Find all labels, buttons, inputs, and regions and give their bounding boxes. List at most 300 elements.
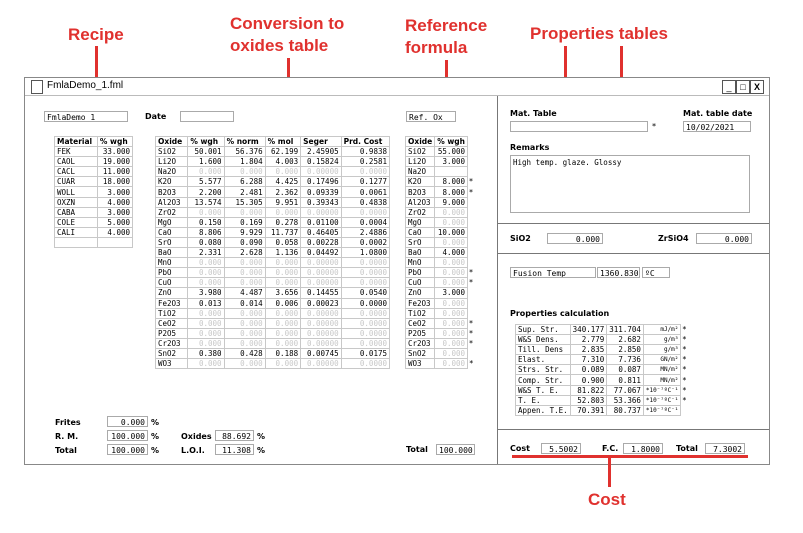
conversion-annotation-line2: oxides table bbox=[230, 36, 329, 55]
oxide-value-cell: 0.0000 bbox=[341, 298, 389, 308]
table-row[interactable] bbox=[406, 328, 475, 338]
oxide-name-cell: BaO bbox=[156, 248, 188, 258]
reference-oxide-cell: Fe2O3 bbox=[406, 298, 435, 308]
divider-1 bbox=[497, 223, 769, 224]
table-row bbox=[156, 308, 390, 318]
oxides-header-norm: % norm bbox=[224, 137, 265, 147]
oxide-value-cell: 0.00745 bbox=[301, 348, 341, 358]
reference-flag-cell[interactable]: * bbox=[469, 359, 474, 369]
reference-wgh-cell[interactable]: 3.000 bbox=[435, 288, 468, 298]
cost-total-field[interactable]: 7.3002 bbox=[705, 443, 745, 454]
divider-3 bbox=[497, 429, 769, 430]
reference-flag-cell[interactable] bbox=[468, 237, 475, 247]
rm-pct: % bbox=[151, 432, 160, 441]
reference-wgh-cell[interactable]: 8.000 bbox=[435, 177, 468, 187]
oxide-name-cell: SnO2 bbox=[156, 348, 188, 358]
oxide-value-cell: 0.2581 bbox=[341, 157, 389, 167]
reference-wgh-cell[interactable]: 0.000 bbox=[435, 328, 468, 338]
table-row[interactable] bbox=[55, 187, 133, 197]
property-flag-cell[interactable] bbox=[681, 405, 688, 415]
table-row[interactable] bbox=[406, 359, 475, 369]
reference-wgh-cell[interactable]: 0.000 bbox=[435, 278, 468, 288]
property-flag-cell[interactable]: * bbox=[682, 335, 687, 345]
maximize-button[interactable]: □ bbox=[736, 80, 750, 94]
table-row[interactable] bbox=[55, 227, 133, 237]
oxide-value-cell: 13.574 bbox=[188, 197, 224, 207]
oxide-value-cell: 4.425 bbox=[265, 177, 300, 187]
oxide-name-cell: SrO bbox=[156, 237, 188, 247]
sio2-field[interactable]: 0.000 bbox=[547, 233, 603, 244]
reference-wgh-cell[interactable]: 0.000 bbox=[435, 348, 468, 358]
oxide-value-cell: 0.000 bbox=[188, 207, 224, 217]
reference-flag-cell[interactable]: * bbox=[468, 278, 474, 288]
recipe-name-field[interactable]: FmlaDemo_1 bbox=[44, 111, 128, 122]
title-bar bbox=[25, 78, 769, 96]
table-row bbox=[156, 268, 390, 278]
reference-flag-cell[interactable] bbox=[468, 197, 475, 207]
table-row bbox=[156, 157, 390, 167]
oxide-name-cell: Cr2O3 bbox=[156, 338, 188, 348]
reference-wgh-cell[interactable] bbox=[435, 167, 468, 177]
zrsio4-field[interactable]: 0.000 bbox=[696, 233, 752, 244]
recipe-wgh-cell[interactable]: 4.000 bbox=[97, 197, 132, 207]
recipe-material-cell[interactable]: CALI bbox=[55, 227, 98, 237]
oxides-total-field[interactable]: 88.692 bbox=[215, 430, 254, 441]
reference-flag-cell[interactable] bbox=[468, 227, 475, 237]
recipe-wgh-cell[interactable] bbox=[97, 237, 132, 247]
mat-table-star[interactable]: * bbox=[651, 122, 657, 131]
property-value-cell: 0.811 bbox=[607, 375, 644, 385]
property-value-cell: 77.067 bbox=[607, 385, 644, 395]
reference-flag-cell[interactable] bbox=[468, 298, 475, 308]
cost-total-label: Total bbox=[676, 444, 698, 453]
oxide-value-cell: 0.0000 bbox=[341, 258, 389, 268]
reference-wgh-cell[interactable]: 9.000 bbox=[435, 197, 468, 207]
oxide-value-cell: 0.1277 bbox=[341, 177, 389, 187]
reference-flag-cell[interactable]: * bbox=[468, 318, 474, 328]
cost-bracket bbox=[512, 455, 748, 458]
loi-field[interactable]: 11.308 bbox=[215, 444, 254, 455]
fc-label: F.C. bbox=[602, 444, 619, 453]
table-row[interactable] bbox=[55, 217, 133, 227]
table-row bbox=[156, 227, 390, 237]
reference-wgh-cell[interactable]: 0.000 bbox=[435, 207, 468, 217]
recipe-wgh-cell[interactable]: 4.000 bbox=[97, 227, 132, 237]
table-row[interactable] bbox=[406, 167, 475, 177]
oxide-value-cell: 0.150 bbox=[188, 217, 224, 227]
table-row[interactable] bbox=[55, 237, 133, 247]
reference-wgh-cell[interactable]: 0.000 bbox=[435, 338, 468, 348]
oxide-value-cell: 0.058 bbox=[265, 237, 300, 247]
reference-annotation-line1: Reference bbox=[405, 16, 488, 35]
reference-flag-cell[interactable] bbox=[468, 248, 475, 258]
cost-arrow bbox=[608, 455, 611, 487]
table-row[interactable] bbox=[55, 197, 133, 207]
oxide-value-cell: 0.00000 bbox=[301, 338, 341, 348]
reference-flag-cell[interactable] bbox=[468, 147, 475, 157]
reference-annotation-line2: formula bbox=[405, 38, 468, 57]
app-window bbox=[24, 77, 770, 465]
recipe-material-cell[interactable]: FEK bbox=[55, 147, 98, 157]
fusion-temp-unit: ºC bbox=[642, 267, 670, 278]
cost-annotation: Cost bbox=[588, 490, 626, 509]
oxide-name-cell: MnO bbox=[156, 258, 188, 268]
oxide-value-cell: 2.362 bbox=[265, 187, 300, 197]
table-row[interactable] bbox=[55, 147, 133, 157]
property-unit-cell: *10⁻⁷ºC⁻¹ bbox=[643, 385, 681, 395]
reference-wgh-cell[interactable]: 0.000 bbox=[435, 237, 468, 247]
oxide-name-cell: Fe2O3 bbox=[156, 298, 188, 308]
table-row[interactable] bbox=[406, 217, 475, 227]
remarks-field[interactable]: High temp. glaze. Glossy bbox=[510, 155, 750, 213]
table-row[interactable] bbox=[406, 308, 475, 318]
reference-oxide-cell: MgO bbox=[406, 217, 435, 227]
property-flag-cell[interactable]: * bbox=[682, 375, 687, 385]
oxide-value-cell: 0.000 bbox=[265, 328, 300, 338]
table-row[interactable] bbox=[406, 207, 475, 217]
reference-flag-cell[interactable]: * bbox=[468, 177, 474, 187]
reference-oxide-cell: ZnO bbox=[406, 288, 435, 298]
oxide-value-cell: 0.00000 bbox=[301, 167, 341, 177]
property-flag-cell[interactable]: * bbox=[682, 345, 687, 355]
table-row bbox=[156, 278, 390, 288]
oxide-value-cell: 50.001 bbox=[188, 147, 224, 157]
property-flag-cell[interactable]: * bbox=[682, 365, 687, 375]
table-row[interactable] bbox=[406, 298, 475, 308]
zrsio4-label: ZrSiO4 bbox=[658, 234, 689, 243]
oxide-name-cell: Na2O bbox=[156, 167, 188, 177]
oxide-value-cell: 2.331 bbox=[188, 248, 224, 258]
reference-flag-cell[interactable] bbox=[468, 207, 475, 217]
conversion-annotation-line1: Conversion to bbox=[230, 14, 345, 33]
mat-table-date-field[interactable]: 10/02/2021 bbox=[683, 121, 751, 132]
property-name-cell: Elast. bbox=[516, 355, 571, 365]
recipe-header-material: Material bbox=[55, 137, 98, 147]
oxide-value-cell: 0.000 bbox=[265, 207, 300, 217]
reference-wgh-cell[interactable]: 4.000 bbox=[435, 248, 468, 258]
property-value-cell: 81.822 bbox=[570, 385, 607, 395]
oxide-value-cell: 9.951 bbox=[265, 197, 300, 207]
oxide-value-cell: 0.17496 bbox=[301, 177, 341, 187]
table-row[interactable] bbox=[406, 237, 475, 247]
oxides-header-oxide: Oxide bbox=[156, 137, 188, 147]
properties-title: Properties calculation bbox=[510, 309, 610, 318]
table-row[interactable] bbox=[55, 207, 133, 217]
recipe-material-cell[interactable] bbox=[55, 237, 98, 247]
property-value-cell: 80.737 bbox=[607, 405, 644, 415]
oxide-name-cell: CaO bbox=[156, 227, 188, 237]
oxide-value-cell: 0.000 bbox=[265, 258, 300, 268]
oxide-value-cell: 2.200 bbox=[188, 187, 224, 197]
oxide-value-cell: 56.376 bbox=[224, 147, 265, 157]
property-unit-cell: MN/m² bbox=[643, 375, 681, 385]
oxide-value-cell: 0.00000 bbox=[301, 308, 341, 318]
table-row[interactable] bbox=[406, 197, 475, 207]
frites-field[interactable]: 0.000 bbox=[107, 416, 148, 427]
table-row bbox=[516, 375, 688, 385]
table-row[interactable] bbox=[55, 157, 133, 167]
table-row bbox=[156, 318, 390, 328]
table-row bbox=[156, 187, 390, 197]
table-row[interactable] bbox=[406, 248, 475, 258]
oxide-value-cell: 5.577 bbox=[188, 177, 224, 187]
oxide-value-cell: 0.00000 bbox=[301, 258, 341, 268]
reference-wgh-cell[interactable]: 0.000 bbox=[435, 217, 468, 227]
table-row bbox=[156, 167, 390, 177]
oxide-name-cell: CuO bbox=[156, 278, 188, 288]
minimize-button[interactable]: _ bbox=[722, 80, 736, 94]
oxide-value-cell: 0.09339 bbox=[301, 187, 341, 197]
recipe-wgh-cell[interactable]: 11.000 bbox=[97, 167, 132, 177]
reference-flag-cell[interactable] bbox=[468, 167, 475, 177]
oxide-name-cell: ZrO2 bbox=[156, 207, 188, 217]
reference-oxide-cell: PbO bbox=[406, 268, 435, 278]
oxide-value-cell: 11.737 bbox=[265, 227, 300, 237]
window-title: FmlaDemo_1.fml bbox=[47, 80, 124, 91]
reference-wgh-cell[interactable]: 8.000 bbox=[435, 187, 468, 197]
table-row[interactable] bbox=[406, 318, 475, 328]
recipe-wgh-cell[interactable]: 33.000 bbox=[97, 147, 132, 157]
table-row[interactable] bbox=[406, 177, 475, 187]
table-row bbox=[156, 177, 390, 187]
recipe-material-cell[interactable]: CUAR bbox=[55, 177, 98, 187]
cost-label: Cost bbox=[510, 444, 530, 453]
reference-wgh-cell[interactable]: 55.000 bbox=[435, 147, 468, 157]
total-field[interactable]: 100.000 bbox=[107, 444, 148, 455]
reference-wgh-cell[interactable]: 0.000 bbox=[435, 258, 468, 268]
oxide-value-cell: 0.01100 bbox=[301, 217, 341, 227]
reference-flag-cell[interactable]: * bbox=[468, 268, 474, 278]
reference-flag-cell[interactable] bbox=[468, 157, 475, 167]
oxide-value-cell: 0.014 bbox=[224, 298, 265, 308]
recipe-material-cell[interactable]: CAOL bbox=[55, 157, 98, 167]
table-row bbox=[516, 395, 688, 405]
property-flag-cell[interactable]: * bbox=[682, 395, 687, 405]
table-row bbox=[516, 355, 688, 365]
reference-flag-cell[interactable] bbox=[468, 308, 475, 318]
oxide-value-cell: 0.000 bbox=[224, 338, 265, 348]
reference-flag-cell[interactable] bbox=[468, 288, 475, 298]
property-name-cell: W&S T. E. bbox=[516, 385, 571, 395]
reference-flag-cell[interactable] bbox=[468, 217, 475, 227]
oxide-value-cell: 0.000 bbox=[188, 258, 224, 268]
oxide-value-cell: 2.45905 bbox=[301, 147, 341, 157]
oxide-value-cell: 0.0000 bbox=[341, 308, 389, 318]
table-row[interactable] bbox=[406, 278, 475, 288]
property-value-cell: 0.900 bbox=[570, 375, 607, 385]
recipe-annotation: Recipe bbox=[68, 25, 124, 44]
oxide-value-cell: 0.080 bbox=[188, 237, 224, 247]
reference-wgh-cell[interactable]: 3.000 bbox=[435, 157, 468, 167]
mat-table-date-label: Mat. table date bbox=[683, 109, 753, 118]
property-unit-cell: MN/m² bbox=[643, 365, 681, 375]
mat-table-field[interactable] bbox=[510, 121, 648, 132]
property-value-cell: 0.087 bbox=[607, 365, 644, 375]
oxides-table bbox=[155, 136, 390, 369]
right-panel-divider bbox=[497, 96, 498, 464]
reference-wgh-cell[interactable]: 10.000 bbox=[435, 227, 468, 237]
table-row[interactable] bbox=[406, 258, 475, 268]
reference-name-field[interactable]: Ref. Ox bbox=[406, 111, 456, 122]
recipe-wgh-cell[interactable]: 19.000 bbox=[97, 157, 132, 167]
oxides-header-seger: Seger bbox=[301, 137, 341, 147]
property-flag-cell[interactable]: * bbox=[682, 325, 687, 335]
cost-field[interactable]: 5.5002 bbox=[541, 443, 581, 454]
oxide-value-cell: 0.9838 bbox=[341, 147, 389, 157]
oxide-name-cell: P2O5 bbox=[156, 328, 188, 338]
oxide-value-cell: 0.0002 bbox=[341, 237, 389, 247]
table-row bbox=[156, 348, 390, 358]
oxide-value-cell: 0.000 bbox=[265, 318, 300, 328]
property-value-cell: 7.736 bbox=[607, 355, 644, 365]
oxide-value-cell: 0.000 bbox=[224, 278, 265, 288]
oxide-value-cell: 0.00000 bbox=[301, 318, 341, 328]
property-unit-cell: GN/m² bbox=[643, 355, 681, 365]
rm-field[interactable]: 100.000 bbox=[107, 430, 148, 441]
properties-table bbox=[515, 324, 688, 416]
oxide-value-cell: 0.0000 bbox=[341, 278, 389, 288]
oxide-value-cell: 0.4838 bbox=[341, 197, 389, 207]
oxide-value-cell: 0.0000 bbox=[341, 359, 389, 369]
table-row[interactable] bbox=[406, 157, 475, 167]
recipe-material-cell[interactable]: WOLL bbox=[55, 187, 98, 197]
close-button[interactable]: X bbox=[750, 80, 764, 94]
property-unit-cell: g/m³ bbox=[643, 335, 681, 345]
oxide-value-cell: 0.04492 bbox=[301, 248, 341, 258]
oxide-value-cell: 0.000 bbox=[265, 167, 300, 177]
oxide-value-cell: 0.0000 bbox=[341, 338, 389, 348]
table-row[interactable] bbox=[55, 167, 133, 177]
recipe-wgh-cell[interactable]: 3.000 bbox=[97, 187, 132, 197]
reference-flag-cell[interactable]: * bbox=[468, 187, 474, 197]
oxide-value-cell: 2.628 bbox=[224, 248, 265, 258]
table-row bbox=[516, 385, 688, 395]
oxide-value-cell: 0.000 bbox=[265, 359, 300, 369]
recipe-material-cell[interactable]: CABA bbox=[55, 207, 98, 217]
frites-label: Frites bbox=[55, 418, 81, 427]
recipe-wgh-cell[interactable]: 18.000 bbox=[97, 177, 132, 187]
oxide-value-cell: 0.000 bbox=[188, 167, 224, 177]
oxide-name-cell: CeO2 bbox=[156, 318, 188, 328]
oxide-value-cell: 1.0800 bbox=[341, 248, 389, 258]
property-value-cell: 2.682 bbox=[607, 335, 644, 345]
table-row bbox=[156, 217, 390, 227]
reference-oxide-cell: CeO2 bbox=[406, 318, 435, 328]
property-value-cell: 0.089 bbox=[570, 365, 607, 375]
recipe-wgh-cell[interactable]: 3.000 bbox=[97, 207, 132, 217]
reference-header-wgh: % wgh bbox=[435, 137, 468, 147]
table-row[interactable] bbox=[406, 187, 475, 197]
oxide-value-cell: 0.428 bbox=[224, 348, 265, 358]
oxide-name-cell: Al2O3 bbox=[156, 197, 188, 207]
table-row[interactable] bbox=[406, 147, 475, 157]
oxide-value-cell: 2.481 bbox=[224, 187, 265, 197]
oxide-value-cell: 0.0000 bbox=[341, 268, 389, 278]
date-field[interactable] bbox=[180, 111, 234, 122]
reference-flag-cell[interactable] bbox=[468, 258, 475, 268]
oxide-value-cell: 0.380 bbox=[188, 348, 224, 358]
oxide-value-cell: 0.000 bbox=[265, 278, 300, 288]
property-unit-cell: *10⁻⁷ºC⁻¹ bbox=[643, 395, 681, 405]
oxide-value-cell: 0.0175 bbox=[341, 348, 389, 358]
property-value-cell: 311.704 bbox=[607, 325, 644, 335]
reference-wgh-cell[interactable]: 0.000 bbox=[435, 359, 468, 369]
oxide-name-cell: MgO bbox=[156, 217, 188, 227]
total-pct: % bbox=[151, 446, 160, 455]
table-row[interactable] bbox=[406, 268, 475, 278]
table-row bbox=[516, 325, 688, 335]
reference-wgh-cell[interactable]: 0.000 bbox=[435, 308, 468, 318]
table-row bbox=[516, 405, 688, 415]
reference-oxide-cell: SnO2 bbox=[406, 348, 435, 358]
total-label: Total bbox=[55, 446, 77, 455]
recipe-material-cell[interactable]: COLE bbox=[55, 217, 98, 227]
reference-total-field[interactable]: 100.000 bbox=[436, 444, 475, 455]
recipe-material-cell[interactable]: OXZN bbox=[55, 197, 98, 207]
oxide-value-cell: 0.000 bbox=[188, 308, 224, 318]
reference-flag-cell[interactable]: * bbox=[468, 338, 474, 348]
property-value-cell: 53.366 bbox=[607, 395, 644, 405]
oxide-name-cell: SiO2 bbox=[156, 147, 188, 157]
fc-field[interactable]: 1.8000 bbox=[623, 443, 663, 454]
oxide-value-cell: 2.4886 bbox=[341, 227, 389, 237]
table-row[interactable] bbox=[55, 177, 133, 187]
table-row[interactable] bbox=[406, 227, 475, 237]
oxides-header-cost: Prd. Cost bbox=[341, 137, 389, 147]
recipe-wgh-cell[interactable]: 5.000 bbox=[97, 217, 132, 227]
oxide-value-cell: 0.006 bbox=[265, 298, 300, 308]
reference-oxide-cell: BaO bbox=[406, 248, 435, 258]
table-row bbox=[156, 328, 390, 338]
oxide-name-cell: PbO bbox=[156, 268, 188, 278]
property-unit-cell: g/m³ bbox=[643, 345, 681, 355]
oxide-value-cell: 0.188 bbox=[265, 348, 300, 358]
oxide-value-cell: 6.288 bbox=[224, 177, 265, 187]
oxide-value-cell: 0.000 bbox=[224, 268, 265, 278]
oxide-value-cell: 0.0000 bbox=[341, 207, 389, 217]
reference-wgh-cell[interactable]: 0.000 bbox=[435, 268, 468, 278]
table-row[interactable] bbox=[406, 338, 475, 348]
reference-oxide-cell: WO3 bbox=[406, 359, 435, 369]
properties-annotation: Properties tables bbox=[530, 24, 668, 43]
reference-wgh-cell[interactable]: 0.000 bbox=[435, 298, 468, 308]
reference-oxide-cell: Cr2O3 bbox=[406, 338, 435, 348]
property-flag-cell[interactable]: * bbox=[682, 385, 687, 395]
document-icon bbox=[31, 80, 43, 94]
reference-oxide-cell: ZrO2 bbox=[406, 207, 435, 217]
property-name-cell: Strs. Str. bbox=[516, 365, 571, 375]
table-row[interactable] bbox=[406, 348, 475, 358]
oxide-value-cell: 0.000 bbox=[188, 278, 224, 288]
table-row[interactable] bbox=[406, 288, 475, 298]
table-row bbox=[156, 207, 390, 217]
oxide-value-cell: 8.806 bbox=[188, 227, 224, 237]
divider-2 bbox=[497, 253, 769, 254]
recipe-material-cell[interactable]: CACL bbox=[55, 167, 98, 177]
fusion-temp-field[interactable]: 1360.830 bbox=[597, 267, 640, 278]
oxide-value-cell: 0.14455 bbox=[301, 288, 341, 298]
reference-total-label: Total bbox=[406, 445, 428, 454]
reference-flag-cell[interactable] bbox=[468, 348, 475, 358]
oxide-value-cell: 0.000 bbox=[224, 207, 265, 217]
property-flag-cell[interactable]: * bbox=[682, 355, 687, 365]
oxide-value-cell: 0.0000 bbox=[341, 318, 389, 328]
reference-flag-cell[interactable]: * bbox=[468, 328, 474, 338]
reference-wgh-cell[interactable]: 0.000 bbox=[435, 318, 468, 328]
oxide-value-cell: 0.000 bbox=[224, 359, 265, 369]
reference-header-flag bbox=[468, 137, 475, 147]
oxide-value-cell: 0.169 bbox=[224, 217, 265, 227]
